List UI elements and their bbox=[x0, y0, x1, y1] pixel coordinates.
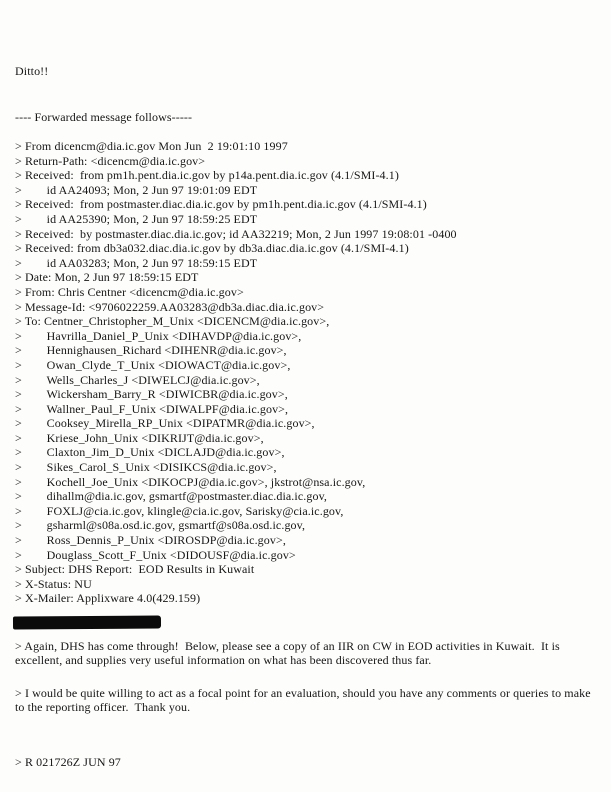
email-header-line: > To: Centner_Christopher_M_Unix <DICENCM@dia.ic.gov>, bbox=[15, 314, 330, 329]
email-header-line: > Kriese_John_Unix <DIKRIJT@dia.ic.gov>, bbox=[15, 430, 264, 445]
email-header-line: > gsharml@s08a.osd.ic.gov, gsmartf@s08a.osd.ic.gov, bbox=[15, 518, 306, 533]
email-header-line: > X-Status: NU bbox=[15, 576, 92, 591]
email-header-line: > Kochell_Joe_Unix <DIKOCPJ@dia.ic.gov>, jkstrot@nsa.ic.gov, bbox=[15, 474, 366, 489]
email-header-line: > Hennighausen_Richard <DIHENR@dia.ic.gov>, bbox=[15, 343, 287, 358]
email-header-line: > Douglass_Scott_F_Unix <DIDOUSF@dia.ic.gov> bbox=[15, 547, 296, 562]
email-header-line: > Wells_Charles_J <DIWELCJ@dia.ic.gov>, bbox=[15, 372, 260, 387]
email-header-line: > id AA25390; Mon, 2 Jun 97 18:59:25 EDT bbox=[15, 211, 258, 226]
email-header-line: > Subject: DHS Report: EOD Results in Kuwait bbox=[15, 562, 255, 577]
email-header-line: > Wallner_Paul_F_Unix <DIWALPF@dia.ic.gov>, bbox=[15, 401, 289, 416]
email-header-line: > Received: from postmaster.diac.dia.ic.gov by pm1h.pent.dia.ic.gov (4.1/SMI-4.1) bbox=[15, 197, 427, 212]
email-header-line: > Wickersham_Barry_R <DIWICBR@dia.ic.gov>, bbox=[15, 387, 288, 402]
email-header-line: > Message-Id: <9706022259.AA03283@db3a.diac.dia.ic.gov> bbox=[15, 299, 325, 314]
email-header-line: > FOXLJ@cia.ic.gov, klingle@cia.ic.gov, Sarisky@cia.ic.gov, bbox=[15, 503, 344, 518]
email-header-line: > id AA24093; Mon, 2 Jun 97 19:01:09 EDT bbox=[15, 182, 258, 197]
redaction-bar bbox=[13, 615, 161, 629]
email-header-line: > Claxton_Jim_D_Unix <DICLAJD@dia.ic.gov>, bbox=[15, 445, 285, 460]
email-header-block bbox=[15, 139, 457, 606]
email-header-line: > Ross_Dennis_P_Unix <DIROSDP@dia.ic.gov>, bbox=[15, 533, 286, 548]
email-header-line: > Cooksey_Mirella_RP_Unix <DIPATMR@dia.ic.gov>, bbox=[15, 416, 315, 431]
email-header-line: > dihallm@dia.ic.gov, gsmartf@postmaster.diac.dia.ic.gov, bbox=[15, 489, 327, 504]
email-header-line: > Havrilla_Daniel_P_Unix <DIHAVDP@dia.ic.gov>, bbox=[15, 328, 302, 343]
email-header-line: > Owan_Clyde_T_Unix <DIOWACT@dia.ic.gov>, bbox=[15, 357, 291, 372]
email-header-line: > X-Mailer: Applixware 4.0(429.159) bbox=[15, 591, 201, 606]
email-header-line: > Received: from db3a032.diac.dia.ic.gov by db3a.diac.dia.ic.gov (4.1/SMI-4.1) bbox=[15, 241, 409, 256]
email-header-line: > From dicencm@dia.ic.gov Mon Jun 2 19:01:10 1997 bbox=[15, 139, 288, 153]
body-paragraph-1: > Again, DHS has come through! Below, please see a copy of an IIR on CW in EOD activities in Kuwait. It is excellent, and supplies very useful information on what has been discovered thus far. bbox=[15, 639, 563, 667]
body-paragraph-2: > I would be quite willing to act as a focal point for an evaluation, should you have any comments or queries to make to the reporting officer. Thank you. bbox=[15, 686, 594, 714]
email-header-line: > Sikes_Carol_S_Unix <DISIKCS@dia.ic.gov>, bbox=[15, 460, 277, 475]
email-header-line: > id AA03283; Mon, 2 Jun 97 18:59:15 EDT bbox=[15, 255, 258, 270]
email-header-line: > Received: by postmaster.diac.dia.ic.gov; id AA32219; Mon, 2 Jun 1997 19:08:01 -0400 bbox=[15, 226, 457, 241]
email-header-line: > Date: Mon, 2 Jun 97 18:59:15 EDT bbox=[15, 270, 199, 285]
email-header-line: > From: Chris Centner <dicencm@dia.ic.gov> bbox=[15, 284, 244, 299]
message-datetime-group: > R 021726Z JUN 97 bbox=[15, 755, 121, 769]
forwarded-message-separator: ---- Forwarded message follows----- bbox=[15, 110, 193, 124]
greeting-text: Ditto!! bbox=[15, 64, 49, 78]
email-header-line: > Return-Path: <dicencm@dia.ic.gov> bbox=[15, 153, 206, 168]
email-header-line: > Received: from pm1h.pent.dia.ic.gov by p14a.pent.dia.ic.gov (4.1/SMI-4.1) bbox=[15, 168, 399, 183]
